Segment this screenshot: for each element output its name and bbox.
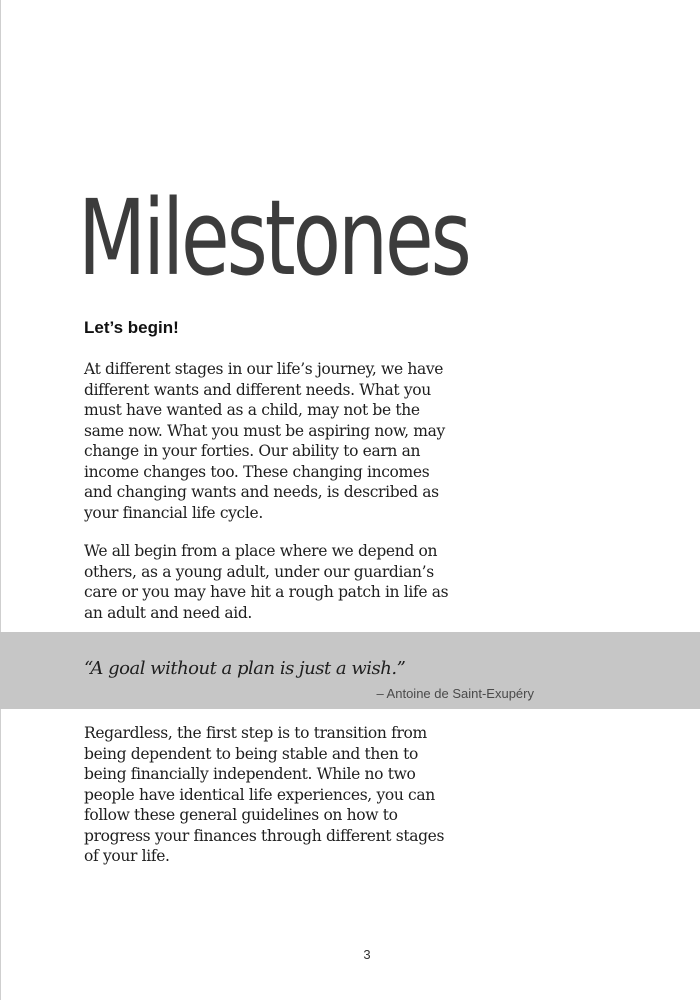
quote-author: – Antoine de Saint-Exupéry (376, 686, 534, 701)
page-title: Milestones (78, 177, 469, 299)
page-number: 3 (363, 947, 371, 962)
section-heading: Let’s begin! (84, 318, 179, 337)
paragraph-intro: At different stages in our life’s journey, we have different wants and different needs. What you must have wanted as a child, may not be the same now. What you must be aspiring now, may change in your forties. Our ability to earn an income changes too. These changing incomes and changing wants and needs, is described as your financial life cycle. (84, 360, 445, 522)
quote-band (0, 632, 700, 709)
paragraph-dependence: We all begin from a place where we depend on others, as a young adult, under our guardian’s care or you may have hit a rough patch in life as an adult and need aid. (84, 542, 449, 622)
quote-text: “A goal without a plan is just a wish.” (84, 658, 406, 679)
paragraph-transition: Regardless, the first step is to transition from being dependent to being stable and then to being financially independent. While no two people have identical life experiences, you can follow these general guidelines on how to progress your finances through different stages of your life. (84, 724, 445, 865)
page-edge (0, 0, 1, 1000)
